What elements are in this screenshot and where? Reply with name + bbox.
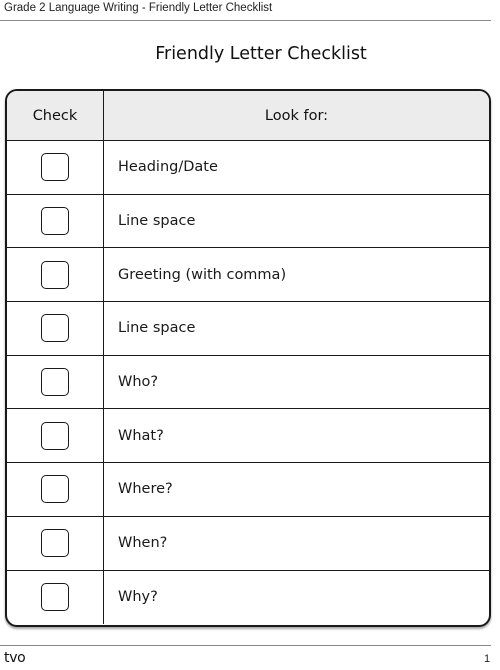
check-cell [7, 463, 104, 516]
table-row [7, 463, 489, 517]
check-cell [7, 356, 104, 409]
table-row [7, 248, 489, 302]
table-row [7, 141, 489, 195]
check-cell [7, 248, 104, 301]
table-row [7, 409, 489, 463]
header-divider [0, 20, 491, 21]
column-header-look-for: Look for: [264, 107, 329, 124]
checkbox[interactable] [41, 314, 69, 342]
item-label: Line space [118, 320, 196, 337]
table-header-row [7, 91, 489, 141]
check-cell [7, 409, 104, 462]
table-row [7, 195, 489, 249]
checkbox[interactable] [41, 368, 69, 396]
table-row [7, 302, 489, 356]
check-cell [7, 302, 104, 355]
checkbox[interactable] [41, 529, 69, 557]
check-cell [7, 141, 104, 194]
item-label: Heading/Date [118, 159, 218, 176]
column-header-check: Check [7, 91, 104, 140]
checkbox[interactable] [41, 583, 69, 611]
checkbox[interactable] [41, 207, 69, 235]
checklist-table [5, 89, 491, 627]
item-label: When? [118, 535, 168, 552]
checkbox[interactable] [41, 422, 69, 450]
check-cell [7, 571, 104, 625]
item-label: Greeting (with comma) [118, 266, 287, 283]
table-row [7, 571, 489, 625]
check-cell [7, 195, 104, 248]
running-header: Grade 2 Language Writing - Friendly Letter Checklist [4, 2, 273, 14]
item-label: Why? [118, 589, 158, 606]
checkbox[interactable] [41, 475, 69, 503]
table-row [7, 517, 489, 571]
item-label: Who? [118, 374, 159, 391]
item-label: Line space [118, 213, 196, 230]
check-cell [7, 517, 104, 570]
page-number: 1 [484, 653, 491, 665]
checkbox[interactable] [41, 153, 69, 181]
table-row [7, 356, 489, 410]
page-title: Friendly Letter Checklist [155, 44, 367, 64]
footer-divider [0, 645, 491, 646]
checkbox[interactable] [41, 261, 69, 289]
item-label: What? [118, 427, 164, 444]
tvo-logo: tvo [4, 650, 26, 666]
item-label: Where? [118, 481, 173, 498]
